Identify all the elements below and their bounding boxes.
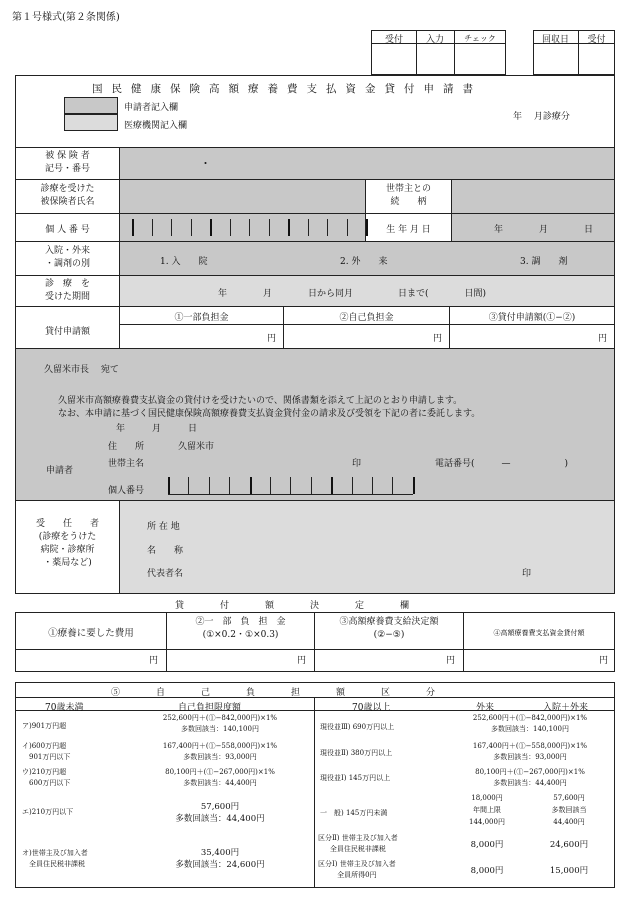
digit-divider	[132, 219, 134, 236]
digit-divider	[413, 477, 415, 494]
legend-medical-swatch	[64, 114, 118, 131]
address-label: 住 所	[108, 442, 145, 452]
limits-head-under70: 70歳未満	[45, 703, 84, 713]
digit-divider	[168, 477, 170, 494]
limit-right-amt-1: 80,100円＋(①−267,000円)×1% 多数回該当：44,400円	[475, 768, 585, 787]
limit-left-amt-a: 252,600円＋(①−842,000円)×1% 多数回該当：140,100円	[162, 714, 278, 733]
householder-relation-field[interactable]	[452, 180, 614, 213]
loan-col-request: ③貸付申請額(①−②)	[488, 313, 576, 323]
personal-number-field[interactable]	[120, 214, 365, 241]
category-outpatient[interactable]: 2. 外 来	[340, 257, 388, 267]
limit-right-cat-3: 現役並Ⅲ) 690万円以上	[320, 723, 395, 731]
limit-right-cat-2: 現役並Ⅱ) 380万円以上	[320, 749, 393, 757]
insured-number-label: 被 保 険 者 記号・番号	[44, 151, 90, 174]
dob-label: 生 年 月 日	[386, 225, 431, 235]
limit-left-cat-i: イ)600万円超 901万円以下	[22, 742, 71, 761]
patient-name-field[interactable]	[120, 180, 365, 213]
digit-divider	[171, 219, 172, 236]
limit-left-amt-u: 80,100円＋(①−267,000円)×1% 多数回該当：44,400円	[165, 768, 275, 787]
limits-head-over70: 70歳以上	[352, 703, 391, 713]
category-inpatient[interactable]: 1. 入 院	[160, 257, 208, 267]
decision-yen-3: 円	[446, 656, 456, 666]
applicant-label: 申請者	[46, 466, 74, 476]
stamp-label-received: 受付	[384, 35, 403, 45]
loan-copay-yen: 円	[267, 334, 277, 344]
limit-right-cat-k1: 区分Ⅰ) 世帯主及び加入者 全員所得0円	[318, 860, 396, 879]
decision-col-medical-cost: ①療養に要した費用	[48, 628, 134, 639]
delegate-rep-label: 代表者名	[147, 569, 184, 579]
delegate-name-label: 名 称	[147, 546, 184, 556]
treatment-period-label: 診 療 を 受けた期間	[44, 279, 90, 302]
limits-heading: ⑤ 自 己 負 担 額 区 分	[111, 688, 436, 698]
limit-right-cat-k2: 区分Ⅱ) 世帯主及び加入者 全員住民税非課税	[318, 834, 398, 853]
loan-amount-label: 貸付申請額	[44, 327, 90, 337]
loan-col-copay: ①一部負担金	[174, 313, 229, 323]
householder-seal: 印	[352, 459, 362, 469]
insured-number-dot: ・	[200, 157, 211, 170]
digit-divider	[152, 219, 153, 236]
digit-divider	[209, 477, 210, 494]
limit-left-cat-u: ウ)210万円超 600万円以下	[22, 768, 71, 787]
legend-applicant-swatch	[64, 97, 118, 114]
digit-divider	[288, 219, 290, 236]
form-number: 第１号様式(第２条関係)	[12, 12, 120, 23]
applicant-personal-number-label: 個人番号	[108, 486, 145, 496]
delegate-field[interactable]	[120, 501, 614, 593]
limit-left-cat-e: エ)210万円以下	[22, 808, 74, 816]
digit-divider	[311, 477, 312, 494]
limit-right-cat-general: 一 般) 145万円未満	[320, 809, 388, 817]
stamp-label-check: チェック	[464, 34, 496, 43]
form-title: 国民健康保険高額療養費支払資金貸付申請書	[92, 83, 482, 95]
category-dispensing[interactable]: 3. 調 剤	[520, 257, 568, 267]
digit-divider	[331, 477, 333, 494]
limit-left-cat-a: ア)901万円超	[22, 722, 67, 730]
digit-divider	[229, 477, 230, 494]
legend-applicant-label: 申請者記入欄	[124, 103, 179, 113]
declaration-date: 年 月 日	[116, 424, 198, 434]
limit-right-out-k2: 8,000円	[470, 840, 504, 850]
limit-right-cat-1: 現役並Ⅰ) 145万円以上	[320, 774, 391, 782]
limit-right-in-k2: 24,600円	[549, 840, 589, 850]
decision-col-loan: ④高額療養費支払資金貸付額	[493, 629, 585, 637]
digit-divider	[372, 477, 373, 494]
decision-yen-2: 円	[297, 656, 307, 666]
limit-right-in-k1: 15,000円	[549, 866, 589, 876]
decision-col-benefit: ③高額療養費支給決定額 (②−⑤)	[339, 617, 439, 640]
delegate-location-label: 所 在 地	[147, 522, 180, 532]
insured-number-field[interactable]	[120, 148, 614, 179]
legend-medical-label: 医療機関記入欄	[124, 121, 188, 131]
digit-divider	[191, 219, 192, 236]
limit-left-amt-i: 167,400円＋(①−558,000円)×1% 多数回該当：93,000円	[162, 742, 278, 761]
limit-left-amt-e: 57,600円 多数回該当：44,400円	[175, 802, 265, 824]
declaration-addressee: 久留米市長 宛て	[44, 365, 119, 375]
limit-right-out-k1: 8,000円	[470, 866, 504, 876]
loan-self-pay-yen: 円	[433, 334, 443, 344]
limit-right-amt-2: 167,400円＋(①−558,000円)×1% 多数回該当：93,000円	[472, 742, 588, 761]
digit-divider	[308, 219, 309, 236]
address-value[interactable]: 久留米市	[178, 442, 215, 452]
digit-divider	[327, 219, 328, 236]
digit-divider	[352, 477, 353, 494]
patient-name-label: 診療を受けた 被保険者氏名	[40, 184, 95, 207]
digit-divider	[188, 477, 189, 494]
digit-divider	[392, 477, 393, 494]
digit-divider	[347, 219, 348, 236]
digit-divider	[210, 219, 212, 236]
digit-divider	[249, 219, 250, 236]
delegate-label: 受 任 者 (診療をうけた 病院・診療所 ・薬局など)	[35, 519, 99, 568]
treatment-month: 年 月診療分	[513, 112, 570, 122]
limits-head-limit: 自己負担限度額	[178, 703, 242, 713]
declaration-text-1: 久留米市高額療養費支払資金の貸付けを受けたいので、関係書類を添えて上記のとおり申請します。	[58, 396, 463, 406]
householder-name-label: 世帯主名	[108, 459, 145, 469]
digit-divider	[270, 477, 271, 494]
digit-divider	[290, 477, 291, 494]
limit-left-amt-o: 35,400円 多数回該当：24,600円	[175, 848, 265, 870]
limit-left-cat-o: オ)世帯主及び加入者 全員住民税非課税	[22, 849, 88, 868]
stamp-label-input: 入力	[425, 35, 444, 45]
delegate-seal: 印	[522, 569, 532, 579]
digit-divider	[250, 477, 252, 494]
limit-right-out-general: 18,000円 年間上限 144,000円	[469, 794, 505, 826]
phone-number[interactable]: 電話番号( — )	[435, 459, 569, 469]
limits-head-outpatient: 外来	[476, 703, 495, 713]
digit-divider	[230, 219, 231, 236]
digit-divider	[269, 219, 270, 236]
dob-value: 年 月 日	[494, 225, 594, 235]
category-label: 入院・外来 ・調剤の別	[44, 246, 90, 269]
digit-divider	[366, 219, 368, 236]
loan-col-self-pay: ②自己負担金	[339, 313, 394, 323]
treatment-period-value: 年 月 日から同月 日まで( 日間)	[218, 289, 487, 299]
loan-request-yen: 円	[598, 334, 608, 344]
limit-right-amt-3: 252,600円＋(①−842,000円)×1% 多数回該当：140,100円	[472, 714, 588, 733]
decision-col-copay: ②一 部 負 担 金 (①×0.2・①×0.3)	[195, 617, 286, 640]
householder-relation-label: 世帯主との 続 柄	[385, 184, 431, 207]
decision-yen-1: 円	[149, 656, 159, 666]
decision-yen-4: 円	[599, 656, 609, 666]
declaration-text-2: なお、本申請に基づく国民健康保険高額療養費支払資金貸付金の請求及び受領を下記の者に委託します。	[58, 409, 481, 419]
stamp-label-collect-date: 回収日	[541, 35, 569, 45]
personal-number-label: 個 人 番 号	[45, 225, 90, 235]
limits-head-inpatient-outpatient: 入院＋外来	[543, 703, 589, 713]
stamp-label-received-2: 受付	[587, 35, 606, 45]
personal-number-baseline	[168, 494, 413, 495]
decision-heading: 貸 付 額 決 定 欄	[175, 601, 410, 611]
limit-right-in-general: 57,600円 多数回該当 44,400円	[551, 794, 587, 826]
